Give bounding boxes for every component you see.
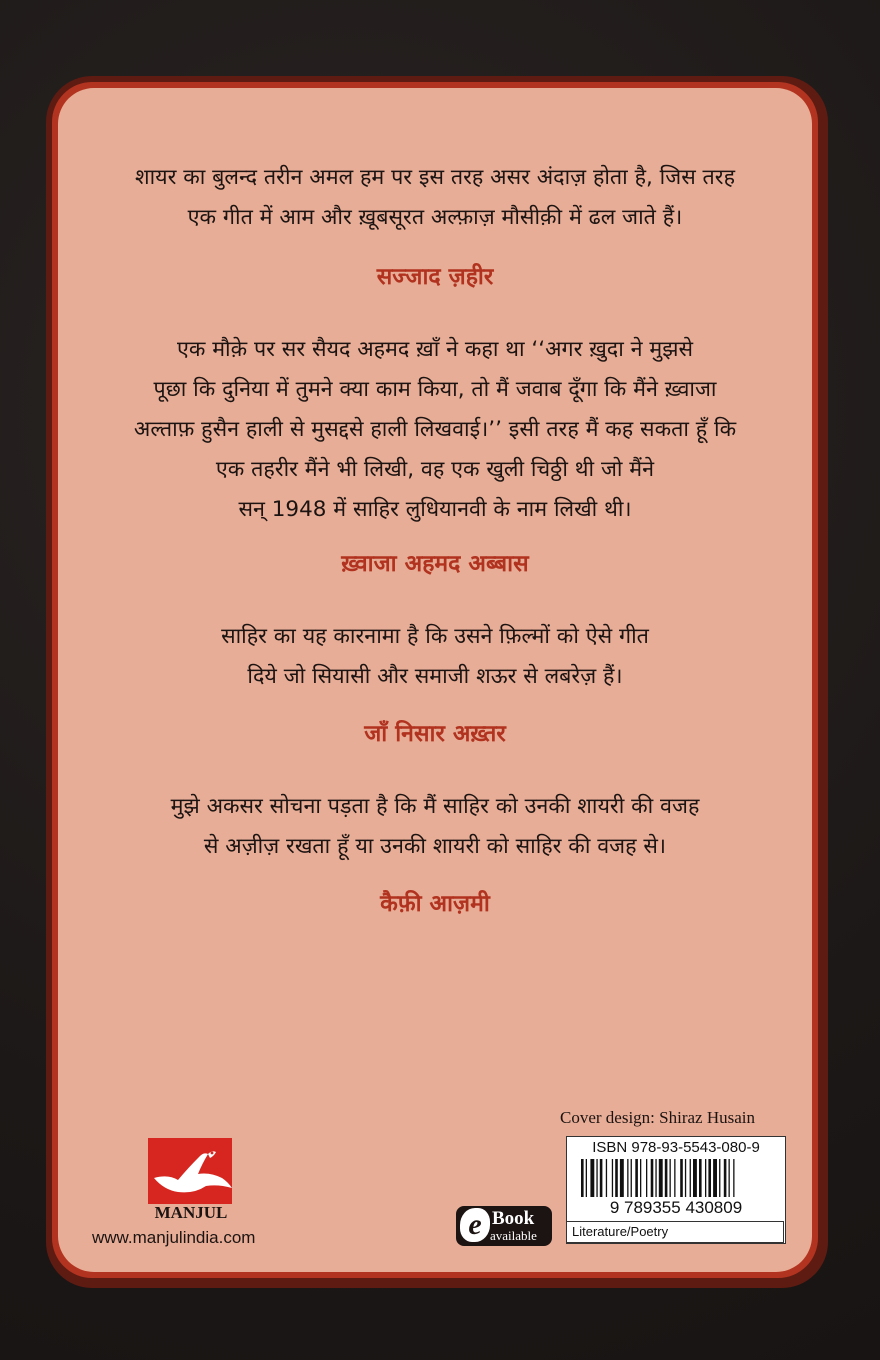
quote-3-text xyxy=(58,617,812,697)
quote-4-author: कैफ़ी आज़मी xyxy=(380,891,490,917)
quote-line: एक तहरीर मैंने भी लिखी, वह एक खुली चिठ्ठी थी जो मैंने xyxy=(215,457,655,482)
ebook-book-label: Book xyxy=(492,1208,535,1229)
manjul-logo xyxy=(148,1138,232,1204)
barcode-icon xyxy=(573,1159,779,1215)
ebook-e-icon: e xyxy=(460,1208,490,1242)
quote-line: पूछा कि दुनिया में तुमने क्या काम किया, तो मैं जवाब दूँगा कि मैंने ख़्वाजा xyxy=(153,377,717,402)
publisher-name: MANJUL xyxy=(154,1203,228,1222)
quote-line: सन् 1948 में साहिर लुधियानवी के नाम लिखी थी। xyxy=(238,497,632,522)
quote-line: मुझे अकसर सोचना पड़ता है कि मैं साहिर को उनकी शायरी की वजह xyxy=(170,794,700,819)
quote-line: एक गीत में आम और ख़ूबसूरत अल्फ़ाज़ मौसीक़ी में ढल जाते हैं। xyxy=(187,205,683,230)
quote-1-text xyxy=(58,158,812,238)
ebook-available-badge xyxy=(456,1206,552,1246)
bird-logo-icon xyxy=(148,1138,232,1204)
ebook-available-label: available xyxy=(490,1228,537,1243)
barcode-digits: 9 789355 430809 xyxy=(609,1198,743,1215)
publisher-website: www.manjulindia.com xyxy=(92,1228,256,1247)
cover-design-credit: Cover design: Shiraz Husain xyxy=(560,1108,755,1127)
quote-3-author: जाँ निसार अख़्तर xyxy=(364,721,506,747)
quote-line: से अज़ीज़ रखता हूँ या उनकी शायरी को साहिर की वजह से। xyxy=(203,834,667,859)
quote-line: दिये जो सियासी और समाजी शऊर से लबरेज़ हैं। xyxy=(247,664,623,689)
quote-4-text xyxy=(58,787,812,867)
isbn-label: ISBN 978-93-5543-080-9 xyxy=(592,1139,760,1156)
quote-2-text xyxy=(58,330,812,530)
quote-line: शायर का बुलन्द तरीन अमल हम पर इस तरह असर अंदाज़ होता है, जिस तरह xyxy=(134,165,736,190)
quote-line: एक मौक़े पर सर सैयद अहमद ख़ाँ ने कहा था ‘‘अगर ख़ुदा ने मुझसे xyxy=(176,337,694,362)
quote-1-author: सज्जाद ज़हीर xyxy=(376,264,494,290)
quote-line: अल्ताफ़ हुसैन हाली से मुसद्दसे हाली लिखवाई।’’ इसी तरह मैं कह सकता हूँ कि xyxy=(133,417,737,442)
quote-2-author: ख़्वाजा अहमद अब्बास xyxy=(341,551,529,577)
quote-line: साहिर का यह कारनामा है कि उसने फ़िल्मों को ऐसे गीत xyxy=(221,624,649,649)
category-label: Literature/Poetry xyxy=(566,1221,784,1243)
